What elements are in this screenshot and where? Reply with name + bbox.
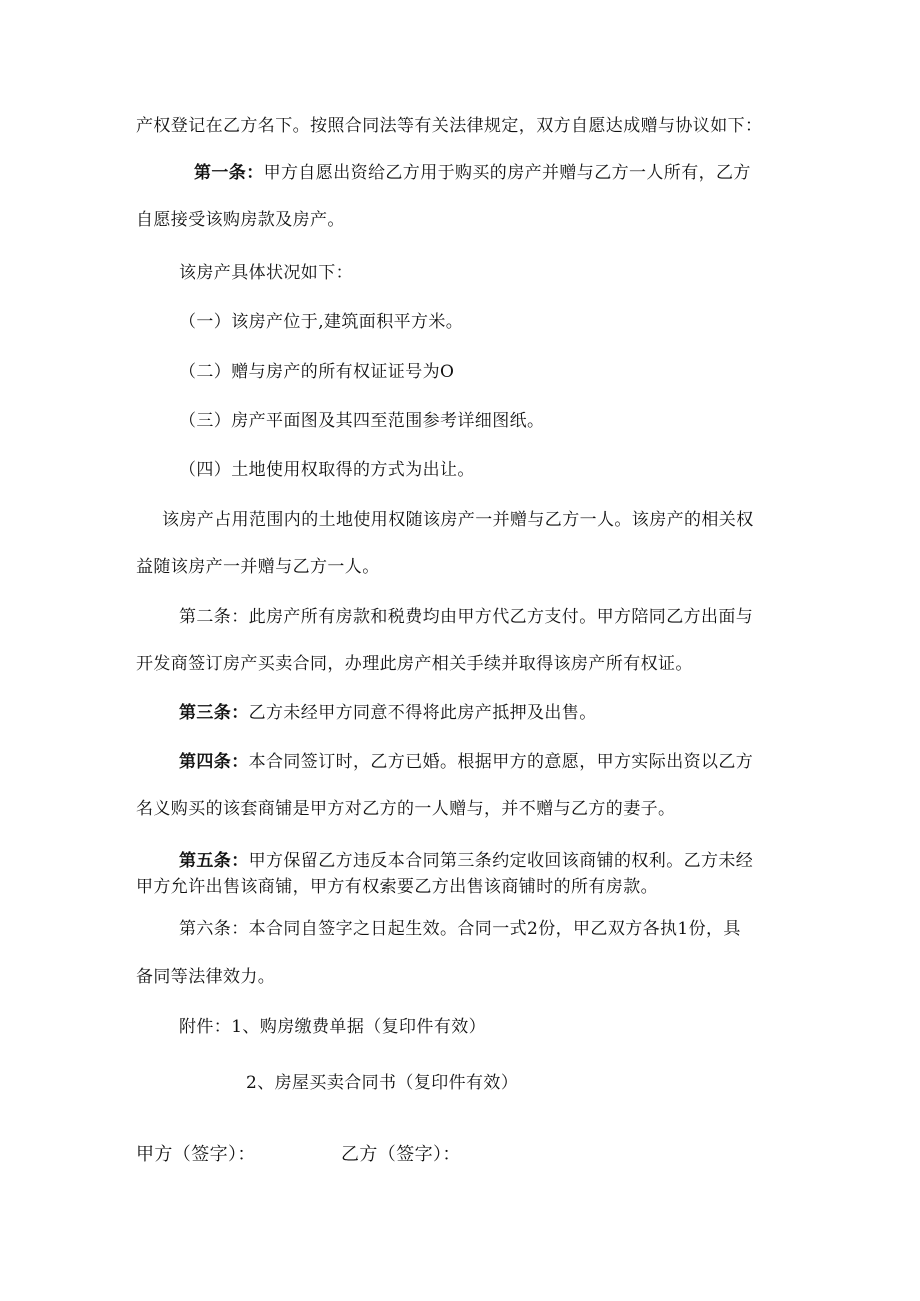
article-3-heading: 第三条：: [179, 703, 249, 723]
article-5-line-1: [179, 849, 753, 873]
article-4-heading: 第四条：: [179, 752, 249, 772]
party-b-signature-label: 乙方（签字）：: [341, 1144, 461, 1165]
land-use-line-2: 益随该房产一并赠与乙方一人。: [136, 557, 380, 577]
article-1-text: 甲方自愿出资给乙方用于购买的房产并赠与乙方一人所有，乙方: [263, 163, 751, 183]
article-5-heading: 第五条：: [179, 851, 249, 871]
party-a-signature-label: 甲方（签字）：: [136, 1144, 256, 1165]
property-intro: 该房产具体状况如下：: [179, 263, 353, 283]
attachment-2: 2、房屋买卖合同书（复印件有效）: [246, 1073, 519, 1093]
property-item-2: （二）赠与房产的所有权证证号为O: [179, 362, 455, 382]
article-5-line-2: 甲方允许出售该商铺，甲方有权索要乙方出售该商铺时的所有房款。: [136, 877, 658, 897]
property-item-4: （四）土地使用权取得的方式为出让。: [179, 460, 475, 480]
article-6-line-1: 第六条：本合同自签字之日起生效。合同一式2份，甲乙双方各执1份，具: [179, 919, 741, 939]
article-4-text: 本合同签订时，乙方已婚。根据甲方的意愿，甲方实际出资以乙方: [248, 752, 754, 772]
article-2-line-2: 开发商签订房产买卖合同，办理此房产相关手续并取得该房产所有权证。: [136, 654, 693, 674]
property-item-1: （一）该房产位于,建筑面积平方米。: [179, 312, 464, 332]
article-3: [179, 701, 597, 725]
article-5-text: 甲方保留乙方违反本合同第三条约定收回该商铺的权利。乙方未经: [248, 851, 754, 871]
property-item-3: （三）房产平面图及其四至范围参考详细图纸。: [179, 411, 545, 431]
intro-paragraph: 产权登记在乙方名下。按照合同法等有关法律规定，双方自愿达成赠与协议如下：: [136, 116, 763, 136]
article-2-line-1: 第二条：此房产所有房款和税费均由甲方代乙方支付。甲方陪同乙方出面与: [179, 607, 754, 627]
article-1-heading: 第一条：: [194, 163, 264, 183]
land-use-line-1: 该房产占用范围内的土地使用权随该房产一并赠与乙方一人。该房产的相关权: [162, 510, 754, 530]
article-4-line-1: [179, 750, 753, 774]
article-3-text: 乙方未经甲方同意不得将此房产抵押及出售。: [248, 703, 597, 723]
article-4-line-2: 名义购买的该套商铺是甲方对乙方的一人赠与，并不赠与乙方的妻子。: [136, 799, 676, 819]
article-1-line-2: 自愿接受该购房款及房产。: [136, 210, 345, 230]
article-1-line-1: [194, 161, 751, 185]
article-6-line-2: 备同等法律效力。: [136, 967, 276, 987]
attachment-1: 附件：1、购房缴费单据（复印件有效）: [179, 1017, 487, 1037]
